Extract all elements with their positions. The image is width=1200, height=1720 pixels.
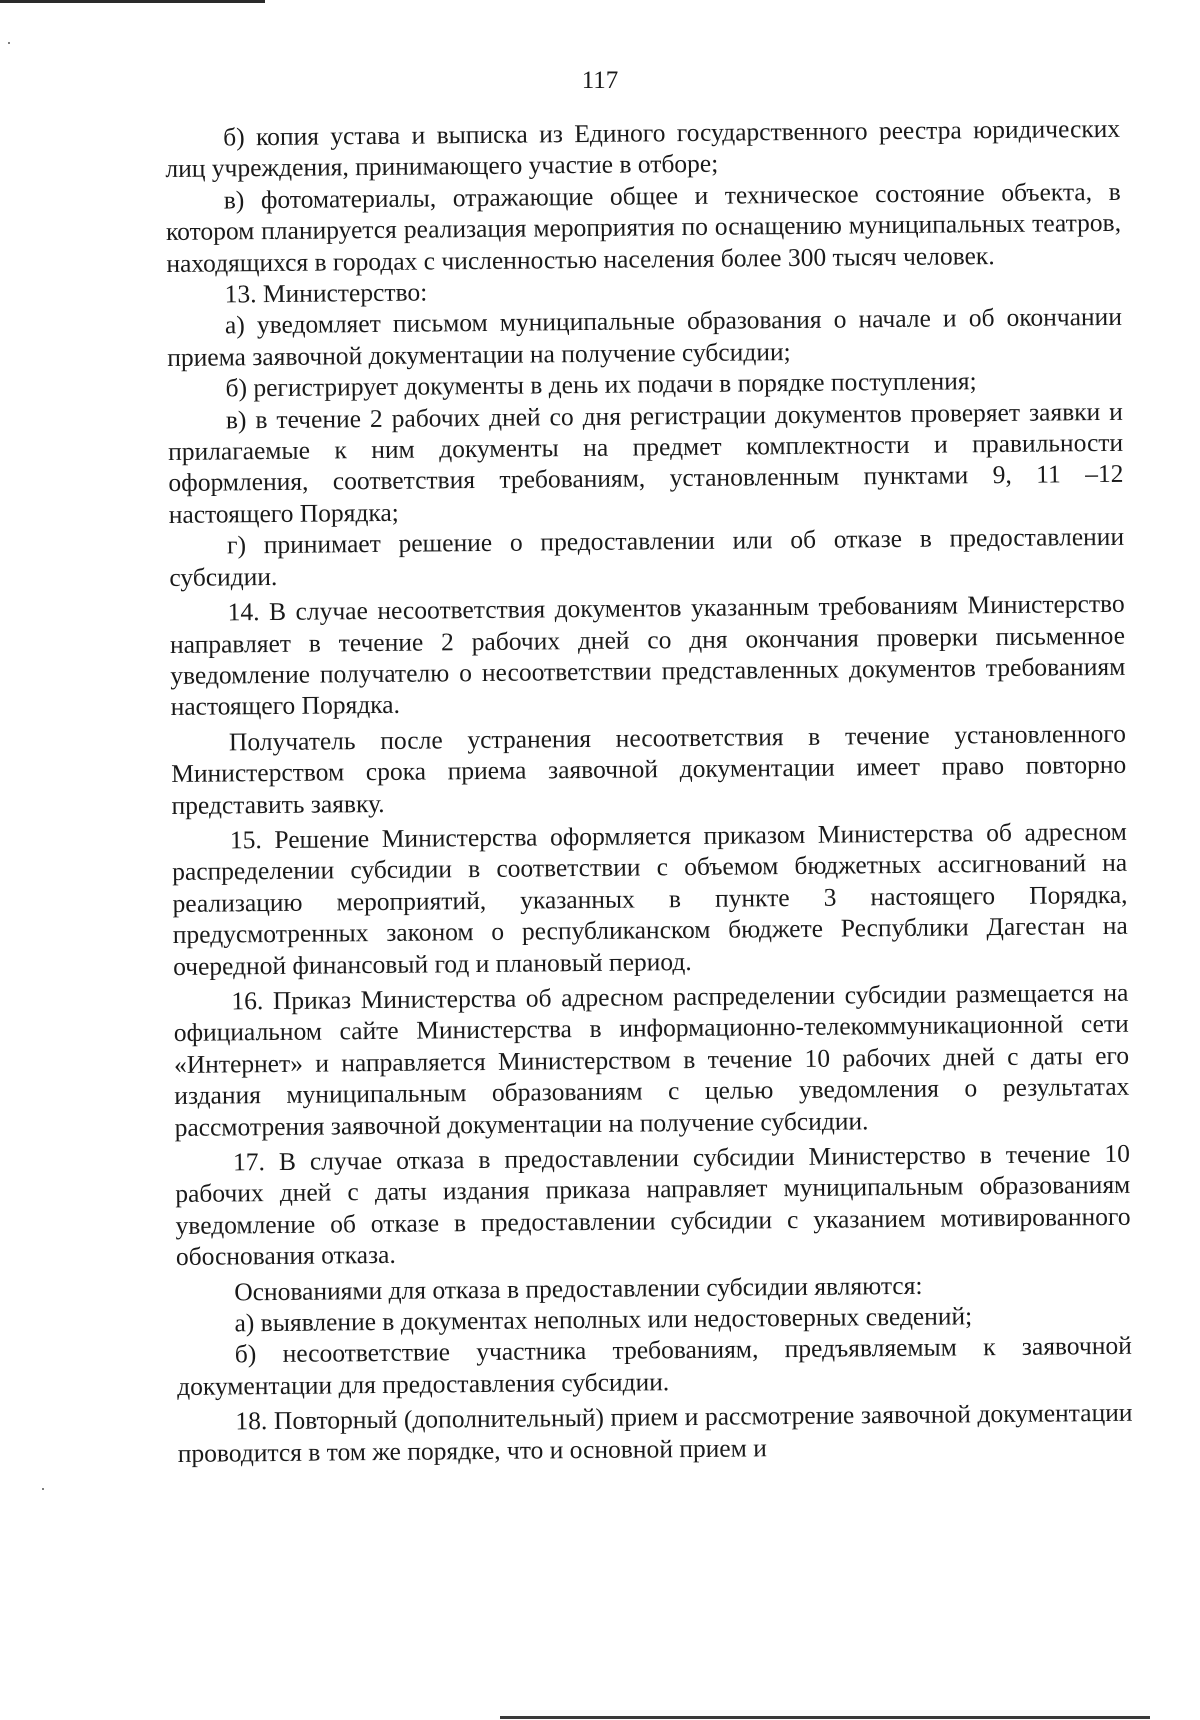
paragraph-15: 15. Решение Министерства оформляется приказом Министерства об адресном распределении субсидии в соответствии с объемом бюджетных ассигнований на реализацию мероприятий, указанных в пункте 3 настоящего Порядка, предусмотренных законом о республиканском бюджете Республики Дагестан на очередной финансовый год и плановый период.	[172, 816, 1128, 981]
paragraph-13b: б) регистрирует документы в день их подачи в порядке поступления;	[225, 366, 977, 403]
paragraph-13a: а) уведомляет письмом муниципальные образования о начале и об окончании приема заявочной документации на получение субсидии;	[167, 302, 1123, 372]
paragraph-17b: б) несоответствие участника требованиям, предъявляемым к заявочной документации для предоставления субсидии.	[176, 1331, 1132, 1401]
scan-speck	[42, 1488, 44, 1490]
paragraph-16: 16. Приказ Министерства об адресном распределении субсидии размещается на официальном сайте Министерства в информационно-телекоммуникационной сети «Интернет» и направляется Министерством в течение 10 рабочих дней с даты его издания муниципальным образованиям с целью уведомления о результатах рассмотрения заявочной документации на получение субсидии.	[173, 977, 1130, 1142]
document-body	[165, 113, 1133, 1469]
paragraph-6b: б) копия устава и выписка из Единого государственного реестра юридических лиц учреждения, принимающего участие в отборе;	[165, 113, 1121, 184]
paragraph-14-continued: Получатель после устранения несоответствия в течение установленного Министерством срока приема заявочной документации имеет право повторно представить заявку.	[171, 718, 1127, 820]
paragraph-17-grounds: Основаниями для отказа в предоставлении субсидии являются:	[234, 1270, 923, 1307]
paragraph-13v: в) в течение 2 рабочих дней со дня регистрации документов проверяет заявки и прилагаемые к ним документы на предмет комплектности и правильности оформления, соответствия требованиям, установленным пунктами 9, 11 –12 настоящего Порядка;	[168, 396, 1124, 529]
page-number: 117	[581, 67, 619, 94]
paragraph-17: 17. В случае отказа в предоставлении субсидии Министерство в течение 10 рабочих дней с даты издания приказа направляет муниципальным образованиям уведомление об отказе в предоставлении субсидии с указанием мотивированного обоснования отказа.	[175, 1138, 1131, 1272]
paragraph-6v: в) фотоматериалы, отражающие общее и техническое состояние объекта, в котором планируется реализация мероприятия по оснащению муниципальных театров, находящихся в городах с численностью населения более 300 тысяч человек.	[165, 176, 1122, 278]
paragraph-13g: г) принимает решение о предоставлении или об отказе в предоставлении субсидии.	[169, 522, 1125, 592]
paragraph-17a: а) выявление в документах неполных или недостоверных сведений;	[234, 1301, 973, 1338]
scan-speck	[8, 42, 10, 44]
scan-edge-top	[0, 0, 265, 3]
scan-edge-bottom	[500, 1716, 1150, 1719]
paragraph-18: 18. Повторный (дополнительный) прием и рассмотрение заявочной документации проводится в том же порядке, что и основной прием и	[177, 1398, 1133, 1468]
paragraph-14: 14. В случае несоответствия документов указанным требованиям Министерство направляет в течение 2 рабочих дней со дня окончания проверки письменное уведомление получателю о несоответствии представленных документов требованиям настоящего Порядка.	[169, 588, 1126, 722]
paragraph-13: 13. Министерство:	[224, 277, 428, 309]
